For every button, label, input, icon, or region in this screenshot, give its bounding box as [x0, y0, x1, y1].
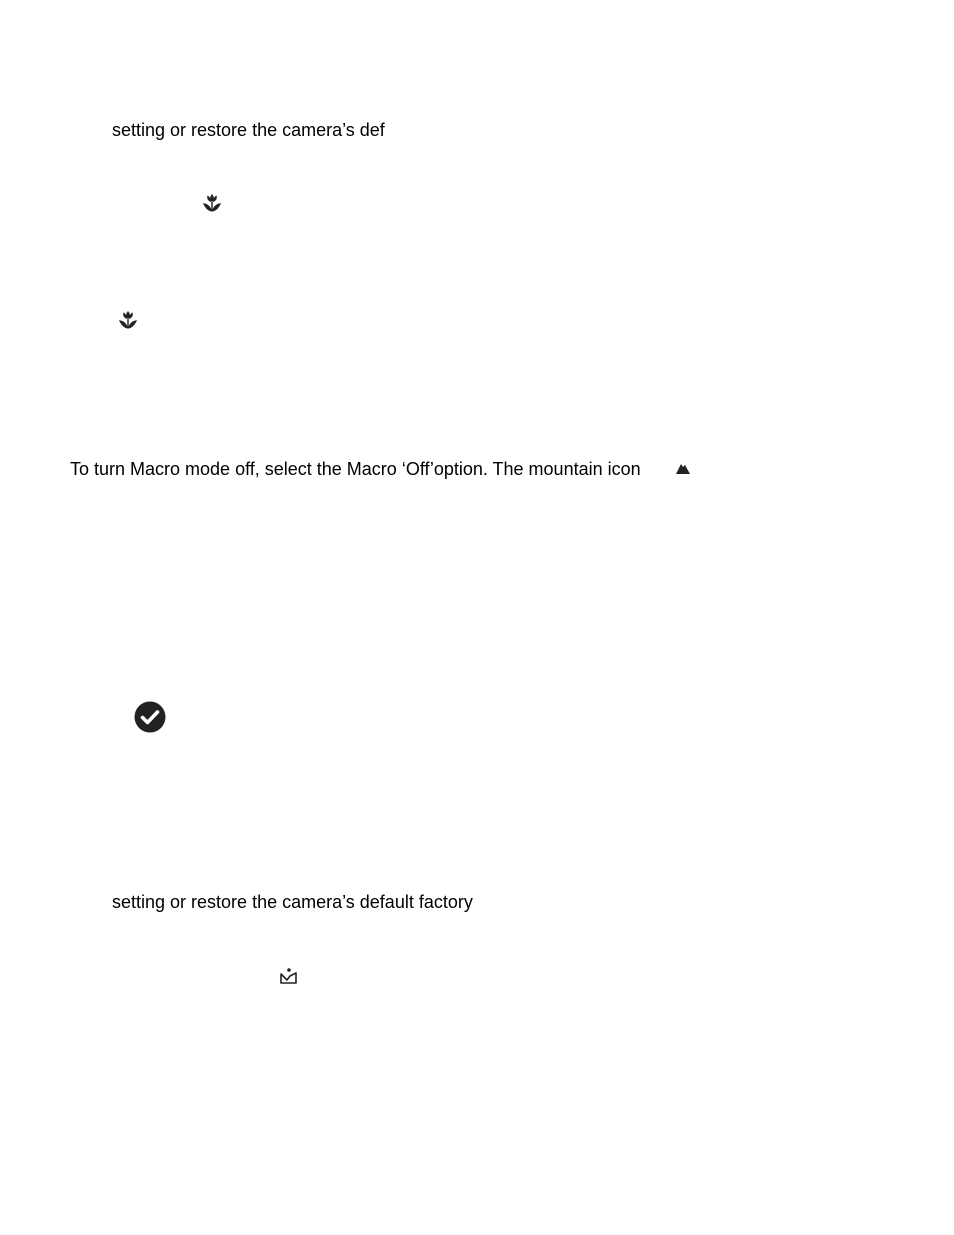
text-line-settings-full: setting or restore the camera’s default factory: [112, 892, 473, 912]
macro-flower-icon: [201, 192, 223, 214]
mountain-icon: [675, 461, 691, 475]
macro-flower-icon: [117, 309, 139, 331]
text-line-settings-truncated: setting or restore the camera’s def: [112, 120, 385, 140]
scene-mode-icon: [279, 967, 299, 985]
checkmark-circle-icon: [133, 700, 167, 734]
text-line-macro-off: To turn Macro mode off, select the Macro ‘Off’option. The mountain icon: [70, 459, 641, 479]
